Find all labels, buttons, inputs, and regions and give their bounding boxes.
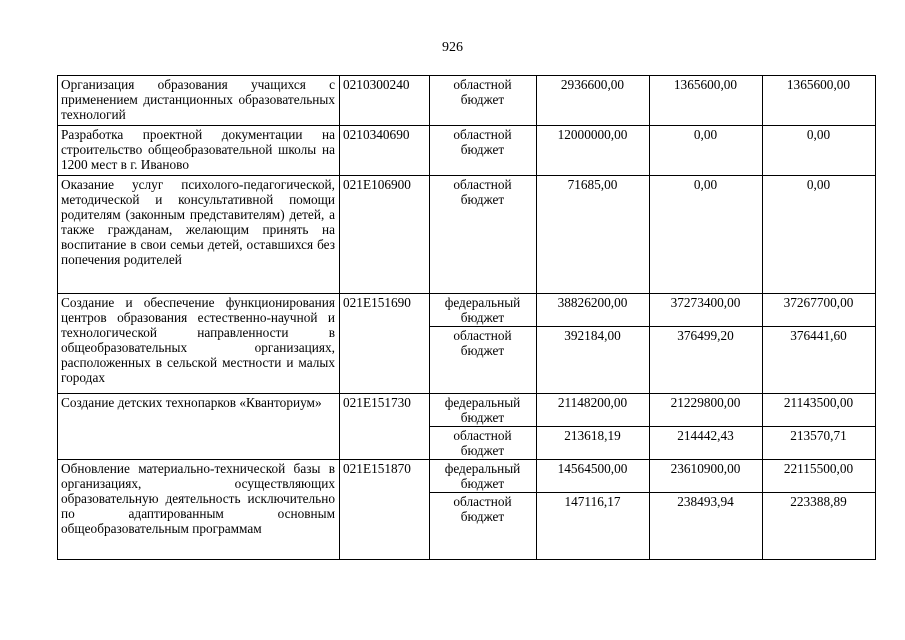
table-row <box>58 126 876 176</box>
funding-source: областной бюджет <box>430 327 537 394</box>
measure-name: Оказание услуг психолого-педагогической, методической и консультативной помощи родителям (законным представителям) детей, а также гражданам, желающим принять на воспитание в свои семьи детей, оставшихся без попечения родителей <box>58 176 340 294</box>
budget-code: 021E151730 <box>340 394 430 460</box>
funding-source: областной бюджет <box>430 126 537 176</box>
budget-code: 0210300240 <box>340 76 430 126</box>
amount-year-3: 376441,60 <box>763 327 876 394</box>
amount-year-3: 21143500,00 <box>763 394 876 427</box>
amount-year-1: 2936600,00 <box>537 76 650 126</box>
measure-name: Организация образования учащихся с применением дистанционных образовательных технологий <box>58 76 340 126</box>
funding-source: федеральный бюджет <box>430 394 537 427</box>
amount-year-2: 376499,20 <box>650 327 763 394</box>
amount-year-1: 38826200,00 <box>537 294 650 327</box>
table-row <box>58 76 876 126</box>
amount-year-2: 0,00 <box>650 176 763 294</box>
amount-year-3: 0,00 <box>763 176 876 294</box>
funding-source: федеральный бюджет <box>430 460 537 493</box>
funding-source: областной бюджет <box>430 427 537 460</box>
measure-name: Разработка проектной документации на строительство общеобразовательной школы на 1200 мест в г. Иваново <box>58 126 340 176</box>
amount-year-2: 21229800,00 <box>650 394 763 427</box>
budget-table <box>57 75 876 560</box>
table-row <box>58 460 876 493</box>
amount-year-2: 214442,43 <box>650 427 763 460</box>
measure-name: Создание и обеспечение функционирования центров образования естественно-научной и технологической направленности в общеобразовательных организациях, расположенных в сельской местности и малых городах <box>58 294 340 394</box>
amount-year-2: 37273400,00 <box>650 294 763 327</box>
table-row <box>58 294 876 327</box>
amount-year-2: 23610900,00 <box>650 460 763 493</box>
amount-year-1: 392184,00 <box>537 327 650 394</box>
amount-year-1: 71685,00 <box>537 176 650 294</box>
amount-year-2: 1365600,00 <box>650 76 763 126</box>
amount-year-3: 213570,71 <box>763 427 876 460</box>
amount-year-1: 21148200,00 <box>537 394 650 427</box>
funding-source: областной бюджет <box>430 493 537 560</box>
amount-year-2: 0,00 <box>650 126 763 176</box>
amount-year-3: 1365600,00 <box>763 76 876 126</box>
amount-year-1: 213618,19 <box>537 427 650 460</box>
page-number: 926 <box>442 40 463 55</box>
funding-source: областной бюджет <box>430 76 537 126</box>
amount-year-1: 14564500,00 <box>537 460 650 493</box>
table-row <box>58 394 876 427</box>
amount-year-1: 147116,17 <box>537 493 650 560</box>
table-row <box>58 176 876 294</box>
budget-code: 021E151690 <box>340 294 430 394</box>
amount-year-3: 22115500,00 <box>763 460 876 493</box>
funding-source: федеральный бюджет <box>430 294 537 327</box>
budget-code: 0210340690 <box>340 126 430 176</box>
funding-source: областной бюджет <box>430 176 537 294</box>
amount-year-3: 223388,89 <box>763 493 876 560</box>
measure-name: Создание детских технопарков «Кванториум» <box>58 394 340 460</box>
budget-code: 021E151870 <box>340 460 430 560</box>
measure-name: Обновление материально-технической базы в организациях, осуществляющих образовательную деятельность исключительно по адаптированным основным общеобразовательным программам <box>58 460 340 560</box>
amount-year-3: 0,00 <box>763 126 876 176</box>
amount-year-1: 12000000,00 <box>537 126 650 176</box>
amount-year-3: 37267700,00 <box>763 294 876 327</box>
amount-year-2: 238493,94 <box>650 493 763 560</box>
budget-code: 021E106900 <box>340 176 430 294</box>
